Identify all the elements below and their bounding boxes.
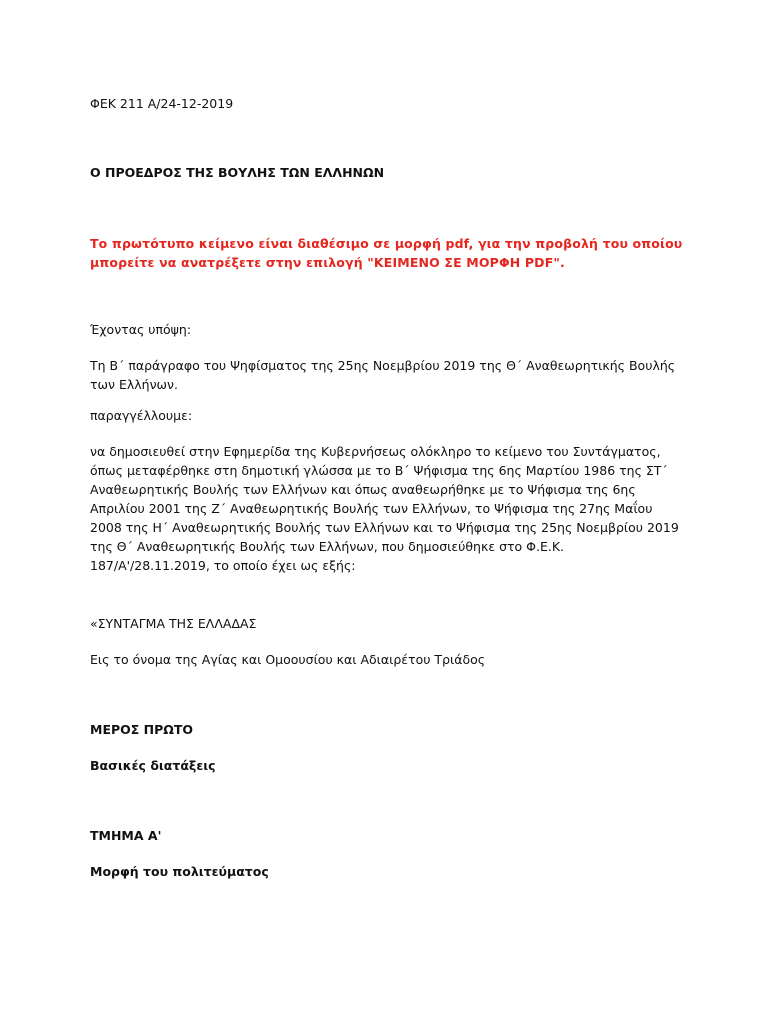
publication-line: Αναθεωρητικής Βουλής των Ελλήνων και όπως αναθεωρήθηκε με το Ψήφισμα της 6ης [90,482,636,497]
gazette-reference: ΦΕΚ 211 Α/24-12-2019 [90,96,234,111]
paragraph-b-line-2: των Ελλήνων. [90,377,178,392]
part-subtitle: Βασικές διατάξεις [90,758,216,773]
we-order-label: παραγγέλλουμε: [90,408,193,423]
publication-paragraph [90,442,690,575]
having-regard-label: Έχοντας υπόψη: [90,322,192,337]
publication-line: να δημοσιευθεί στην Εφημερίδα της Κυβερνήσεως ολόκληρο το κείμενο του Συντάγματος, [90,444,661,459]
section-heading: ΤΜΗΜΑ Α' [90,828,162,843]
publication-line: της Θ΄ Αναθεωρητικής Βουλής των Ελλήνων, που δημοσιεύθηκε στο Φ.Ε.Κ. [90,539,564,554]
publication-line: όπως μεταφέρθηκε στη δημοτική γλώσσα με το Β΄ Ψήφισμα της 6ης Μαρτίου 1986 της ΣΤ΄ [90,463,668,478]
speaker-heading: Ο ΠΡΟΕΔΡΟΣ ΤΗΣ ΒΟΥΛΗΣ ΤΩΝ ΕΛΛΗΝΩΝ [90,165,385,180]
publication-line: 187/Α'/28.11.2019, το οποίο έχει ως εξής: [90,558,356,573]
publication-line: Απριλίου 2001 της Ζ΄ Αναθεωρητικής Βουλής των Ελλήνων, το Ψήφισμα της 27ης Μαΐου [90,501,653,516]
pdf-notice-line-2: μπορείτε να ανατρέξετε στην επιλογή "ΚΕΙΜΕΝΟ ΣΕ ΜΟΡΦΗ PDF". [90,255,565,270]
paragraph-b [90,356,690,394]
constitution-title: «ΣΥΝΤΑΓΜΑ ΤΗΣ ΕΛΛΑΔΑΣ [90,616,257,631]
pdf-notice-line-1: Το πρωτότυπο κείμενο είναι διαθέσιμο σε μορφή pdf, για την προβολή του οποίου [90,236,683,251]
pdf-notice [90,234,690,272]
publication-line: 2008 της Η΄ Αναθεωρητικής Βουλής των Ελλήνων και το Ψήφισμα της 25ης Νοεμβρίου 2019 [90,520,679,535]
part-heading: ΜΕΡΟΣ ΠΡΩΤΟ [90,722,194,737]
invocation: Εις το όνομα της Αγίας και Ομοουσίου και Αδιαιρέτου Τριάδος [90,652,486,667]
section-subtitle: Μορφή του πολιτεύματος [90,864,269,879]
paragraph-b-line-1: Τη Β΄ παράγραφο του Ψηφίσματος της 25ης Νοεμβρίου 2019 της Θ΄ Αναθεωρητικής Βουλής [90,358,676,373]
